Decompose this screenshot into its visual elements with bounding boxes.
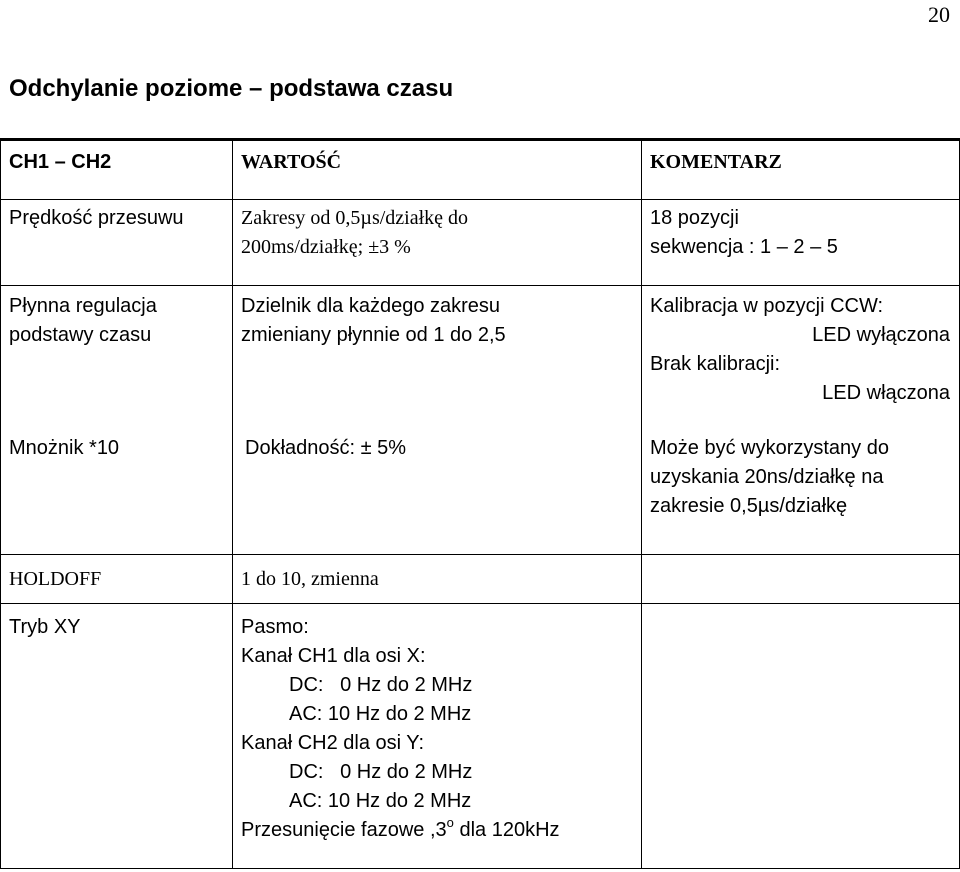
table-header-row xyxy=(0,138,960,199)
row-comment: Może być wykorzystany do uzyskania 20ns/działkę na zakresie 0,5µs/działkę xyxy=(650,437,889,517)
table-row xyxy=(0,603,960,868)
phase-shift-line: Przesunięcie fazowe ,3$^o$ dla 120kHz xyxy=(241,815,560,841)
row-name: Mnożnik *10 xyxy=(9,437,120,459)
row-name: Prędkość przesuwu xyxy=(9,207,184,229)
row-value: Pasmo: Kanał CH1 dla osi X: DC: 0 Hz do 2 MHz AC: 10 Hz do 2 MHz Kanał CH2 dla osi Y: DC: 0 Hz do 2 MHz AC: 10 Hz do 2 MHz Przesunięcie fazowe ,3$^o$ dla 120kHz xyxy=(232,613,641,868)
column-rule xyxy=(0,138,1,868)
spec-table xyxy=(0,138,960,868)
table-bottom-rule xyxy=(0,868,960,869)
row-value: Dokładność: ± 5% xyxy=(245,437,407,459)
row-name: HOLDOFF xyxy=(9,568,102,590)
row-comment: 18 pozycji sekwencja : 1 – 2 – 5 xyxy=(650,207,838,258)
column-rule xyxy=(232,138,233,868)
column-rule xyxy=(641,138,642,868)
row-comment: Kalibracja w pozycji CCW: LED wyłączona Brak kalibracji: LED włączona xyxy=(650,295,950,404)
row-value: Zakresy od 0,5µs/działkę do 200ms/działkę; ±3 % xyxy=(241,207,469,258)
table-row xyxy=(0,434,960,554)
table-row xyxy=(0,199,960,285)
row-comment xyxy=(641,613,960,868)
section-title: Odchylanie poziome – podstawa czasu xyxy=(9,75,454,102)
header-comment: KOMENTARZ xyxy=(650,151,782,173)
table-row xyxy=(0,554,960,603)
table-row xyxy=(0,285,960,434)
row-comment xyxy=(641,565,960,603)
row-name: Płynna regulacja podstawy czasu xyxy=(9,295,157,346)
row-name: Tryb XY xyxy=(9,616,81,638)
row-value: 1 do 10, zmienna xyxy=(241,568,379,590)
header-name: CH1 – CH2 xyxy=(9,151,112,173)
header-value: WARTOŚĆ xyxy=(241,151,342,173)
page-number: 20 xyxy=(928,2,950,27)
row-value: Dzielnik dla każdego zakresu zmieniany płynnie od 1 do 2,5 xyxy=(241,295,506,346)
